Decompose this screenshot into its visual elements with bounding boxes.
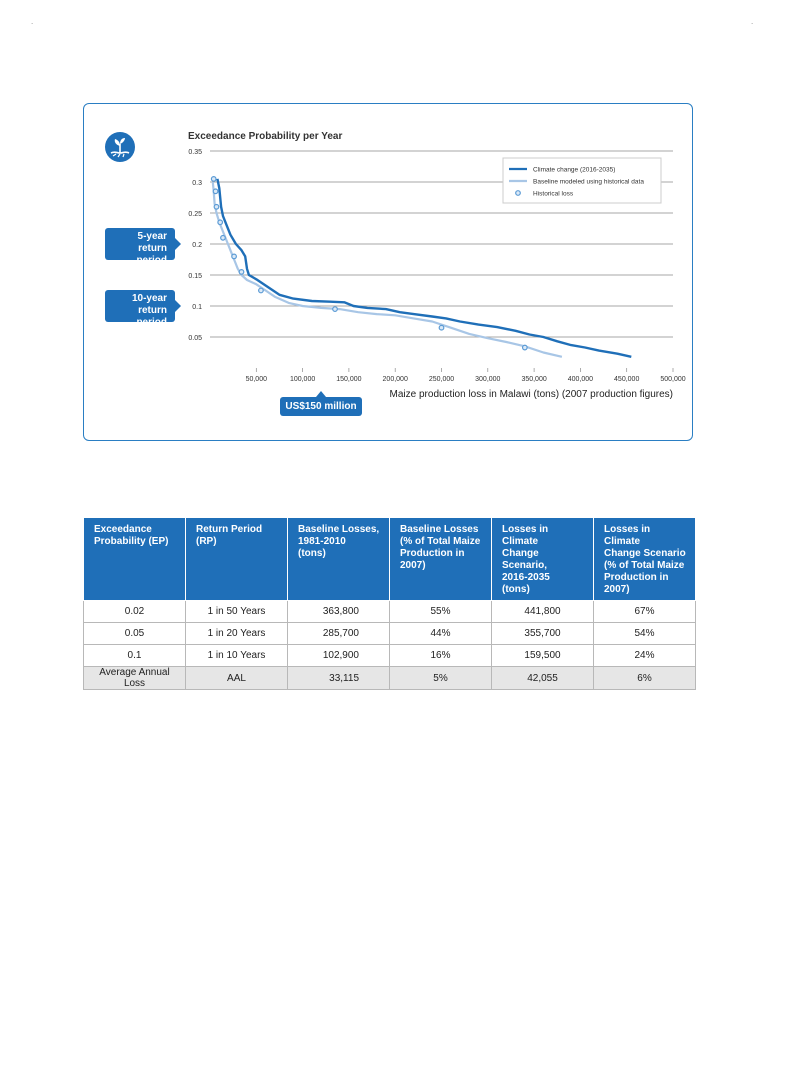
table-row [84, 623, 696, 645]
table-header-line: Production in 2007) [604, 572, 669, 595]
table-header-line: Baseline Losses, [298, 524, 380, 535]
legend-item-baseline: Baseline modeled using historical data [533, 178, 644, 186]
table-cell: 6% [594, 667, 696, 690]
table-cell: 33,115 [288, 667, 390, 690]
ten-year-callout [105, 290, 175, 328]
x-tick-label: 250,000 [428, 376, 455, 383]
chart-title: Exceedance Probability per Year [188, 131, 343, 142]
x-tick-label: 100,000 [289, 376, 316, 383]
usd-callout: US$150 million [280, 397, 362, 416]
chart-canvas [0, 0, 786, 450]
loss-table [83, 517, 696, 690]
x-tick-label: 300,000 [475, 376, 501, 383]
legend-item-historical-loss: Historical loss [533, 190, 574, 198]
table-row [84, 601, 696, 623]
corner-mark-right: . [751, 17, 754, 26]
y-tick-label: 0.05 [188, 335, 202, 342]
x-tick-label: 400,000 [567, 376, 594, 383]
y-tick-label: 0.3 [192, 180, 202, 187]
table-header-line: Production in 2007) [400, 548, 465, 571]
table-header-line: 1981-2010 [298, 536, 346, 547]
x-tick-label: 450,000 [614, 376, 640, 383]
x-tick-label: 500,000 [660, 376, 686, 383]
y-tick-label: 0.25 [188, 211, 202, 218]
y-tick-label: 0.15 [188, 273, 202, 280]
table-header-line: Change Scenario [604, 548, 686, 559]
historical-loss-point [239, 270, 244, 275]
table-cell: 0.1 [84, 645, 186, 667]
five-year-callout-line2: return period [136, 243, 167, 266]
x-tick-label: 50,000 [245, 376, 268, 383]
table-header-line: Losses in Climate [604, 524, 651, 547]
table-header-line: (tons) [298, 548, 326, 559]
historical-loss-point [259, 288, 264, 293]
chart-series [213, 179, 632, 357]
table-cell: 54% [594, 623, 696, 645]
table-header-cell [288, 518, 390, 601]
x-tick-label: 150,000 [336, 376, 362, 383]
ten-year-callout-line2: return period [136, 305, 167, 328]
x-axis [246, 368, 686, 383]
table-header-line: Probability (EP) [94, 536, 169, 547]
table-cell: 42,055 [492, 667, 594, 690]
table-cell: 44% [390, 623, 492, 645]
table-cell: 0.05 [84, 623, 186, 645]
five-year-callout [105, 228, 175, 266]
table-header-line: (tons) [502, 584, 530, 595]
table-header-line: (% of Total Maize [400, 536, 481, 547]
table-cell: 102,900 [288, 645, 390, 667]
historical-loss-point [232, 254, 237, 259]
historical-loss-point [221, 236, 226, 241]
table-header-line: (RP) [196, 536, 217, 547]
table-header-cell [390, 518, 492, 601]
historical-loss-point [439, 325, 444, 330]
table-cell: 24% [594, 645, 696, 667]
table-header-line: Losses in Climate [502, 524, 549, 547]
table-cell: 285,700 [288, 623, 390, 645]
table-row [84, 667, 696, 690]
table-cell: 55% [390, 601, 492, 623]
table-header-line: Change Scenario, [502, 548, 548, 571]
table-header-cell [186, 518, 288, 601]
table-cell: Average Annual Loss [84, 667, 186, 690]
y-tick-label: 0.2 [192, 242, 202, 249]
table-cell: 1 in 20 Years [186, 623, 288, 645]
x-axis-label: Maize production loss in Malawi (tons) (2007 production figures) [389, 389, 673, 400]
table-cell: 16% [390, 645, 492, 667]
table-header-cell [594, 518, 696, 601]
table-header-line: Return Period [196, 524, 263, 535]
legend-item-climate-change: Climate change (2016-2035) [533, 166, 616, 174]
table-header-cell [84, 518, 186, 601]
historical-loss-point [214, 205, 219, 210]
historical-loss-point [523, 345, 528, 350]
x-tick-label: 350,000 [521, 376, 547, 383]
ten-year-callout-line1: 10-year [131, 293, 167, 304]
y-tick-label: 0.1 [192, 304, 202, 311]
legend-item-historical-loss-swatch [516, 191, 521, 196]
table-cell: 355,700 [492, 623, 594, 645]
table-cell: 363,800 [288, 601, 390, 623]
x-tick-label: 200,000 [382, 376, 408, 383]
y-tick-label: 0.35 [188, 149, 202, 156]
historical-loss-point [211, 177, 216, 182]
table-header-row [84, 518, 696, 601]
table-cell: AAL [186, 667, 288, 690]
table-row [84, 645, 696, 667]
table-cell: 1 in 10 Years [186, 645, 288, 667]
table-header-cell [492, 518, 594, 601]
table-cell: 159,500 [492, 645, 594, 667]
corner-mark-left: . [31, 17, 34, 26]
table-cell: 1 in 50 Years [186, 601, 288, 623]
table-cell: 67% [594, 601, 696, 623]
table-body [84, 601, 696, 690]
table-header-line: 2016-2035 [502, 572, 550, 583]
climate-change-line [217, 179, 631, 357]
historical-loss-point [333, 307, 338, 312]
table-header-line: Exceedance [94, 524, 152, 535]
five-year-callout-line1: 5-year [137, 231, 167, 242]
table-cell: 441,800 [492, 601, 594, 623]
table-header-line: (% of Total Maize [604, 560, 685, 571]
historical-loss-point [218, 220, 223, 225]
historical-loss-point [213, 189, 218, 194]
table-cell: 0.02 [84, 601, 186, 623]
table-cell: 5% [390, 667, 492, 690]
table-header-line: Baseline Losses [400, 524, 479, 535]
chart-legend [503, 158, 661, 203]
